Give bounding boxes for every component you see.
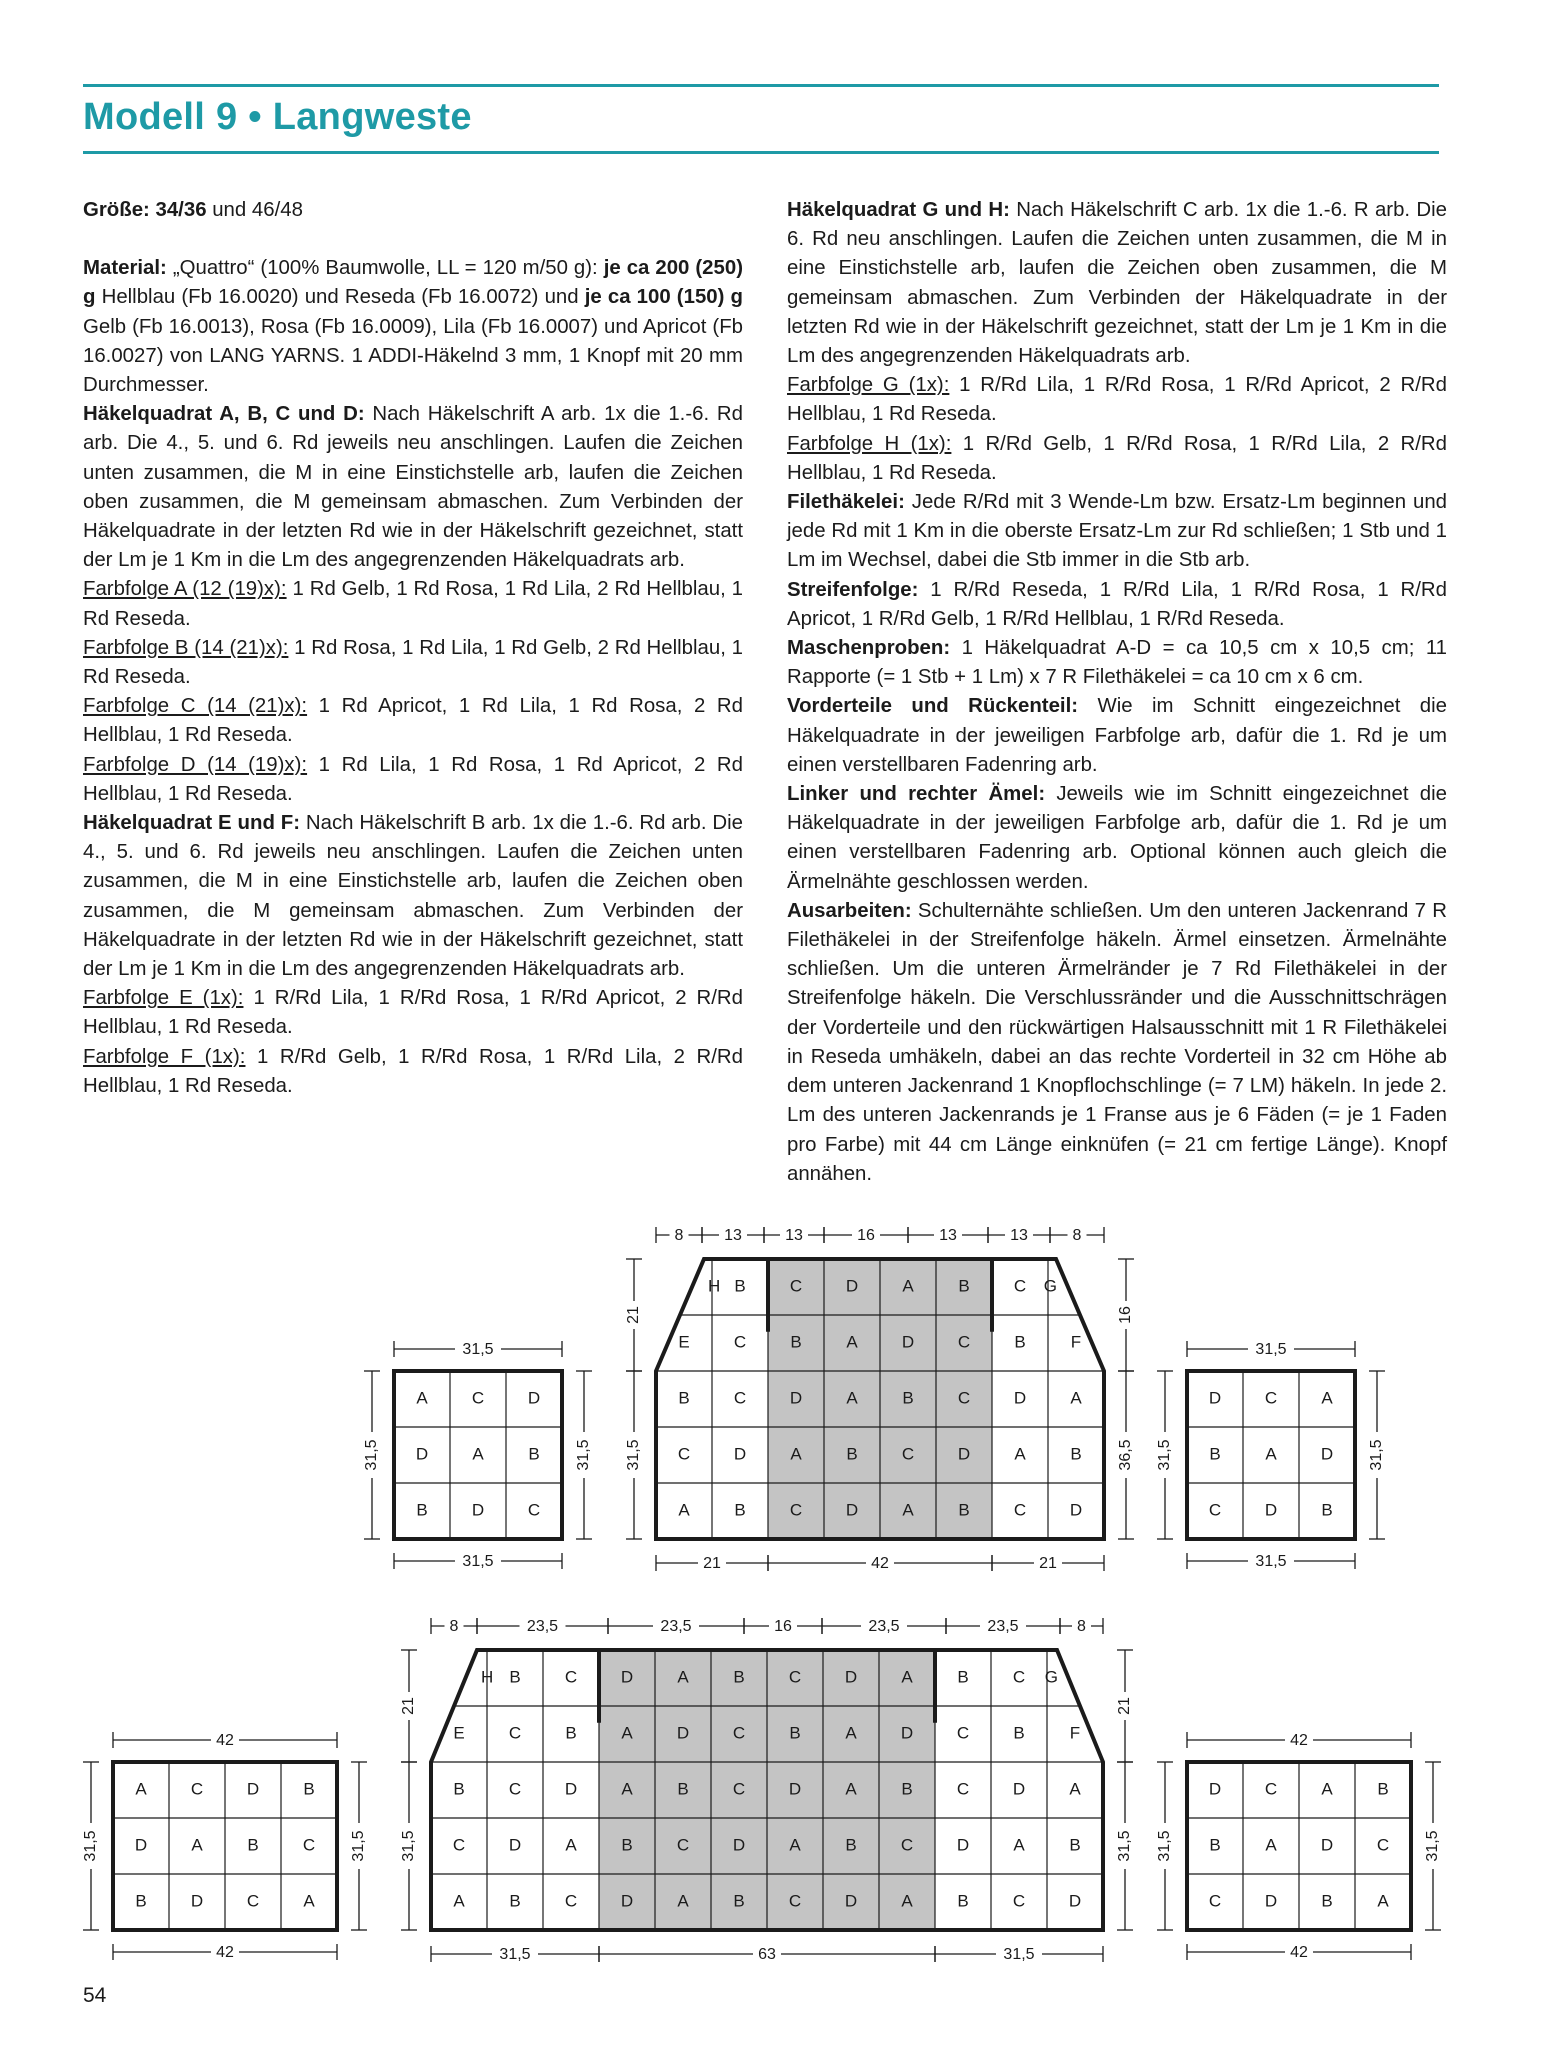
motif-letter: B xyxy=(957,1891,969,1911)
bold-label: Streifenfolge: xyxy=(787,578,919,601)
text-run: Jeweils wie im Schnitt eingezeichnet die Häkelquadrate in der jeweiligen Farbfolge arb, dafür die 1. Rd je um einen verstellbaren Fadenring arb. Optional können auch gleich die Ärmelnähte geschlossen werden. xyxy=(787,783,1447,893)
motif-letter: D xyxy=(415,1444,429,1464)
motif-letter: C xyxy=(676,1835,690,1855)
motif-letter: B xyxy=(1013,1723,1025,1743)
dimension-label: 31,5 xyxy=(1003,1946,1035,1964)
motif-letter: C xyxy=(1012,1891,1026,1911)
motif-letter: A xyxy=(901,1667,913,1687)
motif-letter: C xyxy=(1376,1835,1390,1855)
underlined-label: Farbfolge B (14 (21)x): xyxy=(83,636,289,659)
motif-letter: D xyxy=(1208,1779,1222,1799)
motif-letter: B xyxy=(734,1276,746,1296)
motif-letter: D xyxy=(527,1388,541,1408)
motif-letter: E xyxy=(453,1723,465,1743)
text-run: „Quattro“ (100% Baumwolle, LL = 120 m/50 g): xyxy=(166,257,604,280)
motif-letter: B xyxy=(790,1332,802,1352)
motif-letter: B xyxy=(733,1667,745,1687)
motif-letter: D xyxy=(1013,1388,1027,1408)
text-run: Wie im Schnitt eingezeichnet die Häkelquadrate in der jeweiligen Farbfolge arb, dafür die 1. Rd je um einen verstellbaren Fadenring arb. xyxy=(787,695,1447,776)
motif-letter: D xyxy=(956,1835,970,1855)
motif-letter: B xyxy=(509,1891,521,1911)
bold-label: Vorderteile und Rückenteil: xyxy=(787,695,1079,718)
dimension-label: 31,5 xyxy=(400,1830,418,1862)
motif-letter: D xyxy=(788,1779,802,1799)
dimension-label: 23,5 xyxy=(868,1618,900,1636)
text-run: 1 Rd Lila, 1 Rd Rosa, 1 Rd Apricot, 2 Rd Hellblau, 1 Rd Reseda. xyxy=(83,753,743,805)
motif-letter: D xyxy=(1320,1835,1334,1855)
motif-letter: B xyxy=(416,1500,428,1520)
dimension-label: 8 xyxy=(449,1618,459,1636)
dimension-label: 21 xyxy=(1116,1697,1134,1715)
dimension-label: 31,5 xyxy=(1255,1553,1287,1571)
motif-letter: C xyxy=(733,1388,747,1408)
dimension-label: 8 xyxy=(1077,1618,1086,1636)
motif-letter: D xyxy=(1264,1500,1278,1520)
motif-letter: A xyxy=(1265,1444,1277,1464)
bold-label: Material: xyxy=(83,257,167,280)
motif-letter: B xyxy=(247,1835,259,1855)
underlined-label: Farbfolge A (12 (19)x): xyxy=(83,578,287,601)
dimension-label: 42 xyxy=(216,1944,234,1962)
motif-letter: B xyxy=(1377,1779,1389,1799)
motif-letter: G xyxy=(1044,1667,1059,1687)
underlined-label: Farbfolge C (14 (21)x): xyxy=(83,695,308,718)
text-run: Gelb (Fb 16.0013), Rosa (Fb 16.0009), Lila (Fb 16.0007) und Apricot (Fb 16.0027) von LANG YARNS. 1 ADDI-Häkelnd 3 mm, 1 Knopf mit 20 mm Durchmesser. xyxy=(83,315,743,397)
bold-label: Filethäkelei: xyxy=(787,491,905,514)
text-run: Jede R/Rd mit 3 Wende-Lm bzw. Ersatz-Lm beginnen und jede Rd mit 1 Km in die oberste Ersatz-Lm zur Rd schließen; 1 Stb und 1 Lm im Wechsel, dabei die Stb immer in die Stb arb. xyxy=(787,491,1447,572)
dimension-label: 31,5 xyxy=(1156,1439,1174,1471)
dimension-label: 36,5 xyxy=(1117,1439,1135,1471)
underlined-label: Farbfolge F (1x): xyxy=(83,1045,246,1068)
motif-letter: C xyxy=(1012,1667,1026,1687)
motif-letter: B xyxy=(621,1835,633,1855)
dimension-label: 21 xyxy=(1039,1555,1057,1573)
motif-letter: A xyxy=(846,1332,858,1352)
dimension-label: 23,5 xyxy=(660,1618,692,1636)
motif-letter: D xyxy=(845,1276,859,1296)
text-run: Nach Häkelschrift A arb. 1x die 1.-6. Rd arb. Die 4., 5. und 6. Rd jeweils neu anschlingen. Laufen die Zeichen unten zusammen, die M in eine Einstichstelle arb, laufen die Zeichen oben zusammen, die M gemeinsam abmaschen. Zum Verbinden der Häkelquadrate in der letzten Rd wie in der Häkelschrift gezeichnet, statt der Lm je 1 Km in die Lm des angegrenzenden Häkelquadrats arb. xyxy=(83,403,743,572)
motif-letter: B xyxy=(565,1723,577,1743)
dimension-label: 63 xyxy=(758,1946,776,1964)
motif-letter: B xyxy=(135,1891,147,1911)
motif-letter: D xyxy=(1208,1388,1222,1408)
motif-letter: D xyxy=(620,1891,634,1911)
text-run: 1 R/Rd Gelb, 1 R/Rd Rosa, 1 R/Rd Lila, 2 R/Rd Hellblau, 1 Rd Reseda. xyxy=(83,1045,743,1097)
bold-label: Ausarbeiten: xyxy=(787,899,912,922)
text-run: Nach Häkelschrift B arb. 1x die 1.-6. Rd arb. Die 4., 5. und 6. Rd jeweils neu anschlingen. Laufen die Zeichen unten zusammen, die M in eine Einstichstelle arb, laufen die Zeichen oben zusammen, die M gemeinsam abmaschen. Zum Verbinden der Häkelquadrate in der letzten Rd wie in der Häkelschrift gezeichnet, statt der Lm je 1 Km in die Lm des angegrenzenden Häkelquadrats arb. xyxy=(83,812,743,981)
motif-letter: A xyxy=(1377,1891,1389,1911)
dimension-label: 8 xyxy=(1072,1227,1082,1245)
motif-letter: D xyxy=(564,1779,578,1799)
motif-letter: D xyxy=(246,1779,260,1799)
motif-letter: C xyxy=(508,1779,522,1799)
motif-letter: C xyxy=(956,1723,970,1743)
page-title: Modell 9 • Langweste xyxy=(83,96,472,138)
dimension-label: 31,5 xyxy=(462,1341,494,1359)
motif-letter: C xyxy=(1264,1388,1278,1408)
bold-label: je ca 100 (150) g xyxy=(584,286,743,309)
motif-letter: A xyxy=(1265,1835,1277,1855)
motif-letter: C xyxy=(733,1332,747,1352)
motif-letter: A xyxy=(1321,1388,1333,1408)
motif-letter: C xyxy=(527,1500,541,1520)
text-run: Schulternähte schließen. Um den unteren Jackenrand 7 R Filethäkelei in der Streifenfolge häkeln. Ärmel einsetzen. Ärmelnähte schließen. Um die unteren Ärmelränder je 7 Rd Filethäkelei in der Streifenfolge häkeln. Die Verschlussränder und die Ausschnittschrägen der Vorderteile und den rückwärtigen Halsausschnitt mit 1 R Filethäkelei in Reseda umhäkeln, dabei an das rechte Vorderteil in 32 cm Höhe ab dem unteren Jackenrand 1 Knopflochschlinge (= 7 LM) häkeln. In jede 2. Lm des unteren Jackenrands je 1 Franse aus je 6 Fäden (= je 1 Faden pro Farbe) mit 44 cm Länge einknüfen (= 21 cm fertige Länge). Knopf annähen. xyxy=(787,899,1447,1185)
dimension-label: 8 xyxy=(674,1227,684,1245)
motif-letter: B xyxy=(733,1891,745,1911)
motif-letter: A xyxy=(902,1500,914,1520)
motif-letter: B xyxy=(1014,1332,1026,1352)
dimension-label: 31,5 xyxy=(350,1830,368,1862)
dimension-label: 31,5 xyxy=(1368,1439,1386,1471)
dimension-label: 31,5 xyxy=(1116,1830,1134,1862)
motif-letter: A xyxy=(472,1444,484,1464)
dimension-label: 42 xyxy=(871,1555,889,1573)
dimension-label: 42 xyxy=(216,1732,234,1750)
underlined-label: Farbfolge E (1x): xyxy=(83,987,244,1010)
motif-letter: H xyxy=(480,1667,494,1687)
motif-letter: A xyxy=(135,1779,147,1799)
motif-letter: B xyxy=(958,1500,970,1520)
motif-letter: A xyxy=(1013,1835,1025,1855)
motif-letter: C xyxy=(564,1667,578,1687)
motif-letter: B xyxy=(958,1276,970,1296)
text-run: und 46/48 xyxy=(206,199,303,221)
motif-letter: A xyxy=(789,1835,801,1855)
bold-label: je ca 200 (250) g xyxy=(83,257,743,309)
motif-letter: B xyxy=(678,1388,690,1408)
dimension-label: 21 xyxy=(625,1306,643,1324)
dimension-label: 23,5 xyxy=(987,1618,1019,1636)
motif-letter: C xyxy=(452,1835,466,1855)
motif-letter: D xyxy=(732,1835,746,1855)
motif-letter: D xyxy=(733,1444,747,1464)
motif-letter: A xyxy=(1014,1444,1026,1464)
motif-letter: D xyxy=(900,1723,914,1743)
motif-letter: C xyxy=(246,1891,260,1911)
motif-letter: C xyxy=(789,1500,803,1520)
motif-letter: A xyxy=(677,1891,689,1911)
motif-letter: C xyxy=(1208,1500,1222,1520)
text-run: 1 Rd Gelb, 1 Rd Rosa, 1 Rd Lila, 2 Rd Hellblau, 1 Rd Reseda. xyxy=(83,578,743,630)
dimension-label: 42 xyxy=(1290,1944,1308,1962)
dimension-label: 13 xyxy=(1010,1227,1028,1245)
motif-letter: B xyxy=(957,1667,969,1687)
dimension-label: 31,5 xyxy=(1156,1830,1174,1862)
motif-letter: B xyxy=(846,1444,858,1464)
text-run: 1 R/Rd Lila, 1 R/Rd Rosa, 1 R/Rd Apricot, 2 R/Rd Hellblau, 1 Rd Reseda. xyxy=(787,374,1447,426)
motif-letter: D xyxy=(1069,1500,1083,1520)
underlined-label: Farbfolge D (14 (19)x): xyxy=(83,753,308,776)
motif-letter: B xyxy=(303,1779,315,1799)
motif-letter: C xyxy=(732,1779,746,1799)
motif-letter: D xyxy=(957,1444,971,1464)
motif-letter: B xyxy=(1070,1444,1082,1464)
motif-letter: B xyxy=(509,1667,521,1687)
bold-label: Häkelquadrat E und F: xyxy=(83,812,301,835)
motif-letter: D xyxy=(134,1835,148,1855)
text-run: Hellblau (Fb 16.0020) und Reseda (Fb 16.0072) und xyxy=(95,286,585,309)
motif-letter: A xyxy=(453,1891,465,1911)
motif-letter: A xyxy=(416,1388,428,1408)
motif-letter: A xyxy=(845,1779,857,1799)
motif-letter: D xyxy=(1068,1891,1082,1911)
motif-letter: C xyxy=(1013,1276,1027,1296)
dimension-label: 42 xyxy=(1290,1732,1308,1750)
motif-letter: B xyxy=(734,1500,746,1520)
dimension-label: 31,5 xyxy=(575,1439,593,1471)
underlined-label: Farbfolge H (1x): xyxy=(787,432,952,455)
motif-letter: D xyxy=(844,1891,858,1911)
motif-letter: A xyxy=(846,1388,858,1408)
motif-letter: A xyxy=(901,1891,913,1911)
motif-letter: B xyxy=(1321,1500,1333,1520)
motif-letter: A xyxy=(1321,1779,1333,1799)
underlined-label: Farbfolge G (1x): xyxy=(787,374,950,397)
motif-letter: D xyxy=(190,1891,204,1911)
motif-letter: B xyxy=(528,1444,540,1464)
motif-letter: A xyxy=(790,1444,802,1464)
dimension-label: 31,5 xyxy=(625,1439,643,1471)
motif-letter: A xyxy=(303,1891,315,1911)
text-run: 1 Rd Apricot, 1 Rd Lila, 1 Rd Rosa, 2 Rd Hellblau, 1 Rd Reseda. xyxy=(83,695,743,747)
motif-letter: C xyxy=(302,1835,316,1855)
motif-letter: D xyxy=(676,1723,690,1743)
text-run: 1 R/Rd Reseda, 1 R/Rd Lila, 1 R/Rd Rosa, 1 R/Rd Apricot, 1 R/Rd Gelb, 1 R/Rd Hellblau, 1 R/Rd Reseda. xyxy=(787,578,1447,630)
bold-label: Häkelquadrat A, B, C und D: xyxy=(83,403,365,426)
dimension-label: 13 xyxy=(724,1227,742,1245)
motif-letter: C xyxy=(732,1723,746,1743)
dimension-label: 13 xyxy=(785,1227,803,1245)
motif-letter: B xyxy=(1321,1891,1333,1911)
bold-label: Maschenproben: xyxy=(787,637,951,660)
motif-letter: C xyxy=(788,1891,802,1911)
motif-letter: B xyxy=(1209,1835,1221,1855)
motif-letter: D xyxy=(1320,1444,1334,1464)
bold-label: Häkelquadrat G und H: xyxy=(787,199,1010,221)
motif-letter: C xyxy=(788,1667,802,1687)
motif-letter: B xyxy=(902,1388,914,1408)
motif-letter: A xyxy=(191,1835,203,1855)
dimension-label: 31,5 xyxy=(363,1439,381,1471)
text-run: 1 R/Rd Gelb, 1 R/Rd Rosa, 1 R/Rd Lila, 2 R/Rd Hellblau, 1 Rd Reseda. xyxy=(787,432,1447,484)
motif-letter: B xyxy=(789,1723,801,1743)
motif-letter: A xyxy=(1070,1388,1082,1408)
bold-label: Größe: 34/36 xyxy=(83,199,207,221)
text-run: 1 Rd Rosa, 1 Rd Lila, 1 Rd Gelb, 2 Rd Hellblau, 1 Rd Reseda. xyxy=(83,636,743,689)
motif-letter: C xyxy=(1013,1500,1027,1520)
motif-letter: D xyxy=(1264,1891,1278,1911)
dimension-label: 13 xyxy=(939,1227,957,1245)
motif-letter: D xyxy=(471,1500,485,1520)
motif-letter: D xyxy=(844,1667,858,1687)
dimension-label: 31,5 xyxy=(82,1830,100,1862)
motif-letter: D xyxy=(620,1667,634,1687)
motif-letter: C xyxy=(901,1444,915,1464)
motif-letter: C xyxy=(190,1779,204,1799)
motif-letter: A xyxy=(902,1276,914,1296)
motif-letter: D xyxy=(845,1500,859,1520)
dimension-label: 31,5 xyxy=(1255,1341,1287,1359)
motif-letter: C xyxy=(508,1723,522,1743)
motif-letter: G xyxy=(1043,1276,1058,1296)
motif-letter: C xyxy=(956,1779,970,1799)
text-run: 1 R/Rd Lila, 1 R/Rd Rosa, 1 R/Rd Apricot, 2 R/Rd Hellblau, 1 Rd Reseda. xyxy=(83,987,743,1039)
motif-letter: F xyxy=(1069,1723,1081,1743)
motif-letter: C xyxy=(789,1276,803,1296)
motif-letter: B xyxy=(845,1835,857,1855)
motif-letter: C xyxy=(471,1388,485,1408)
motif-letter: D xyxy=(789,1388,803,1408)
dimension-label: 16 xyxy=(857,1227,875,1245)
motif-letter: H xyxy=(707,1276,721,1296)
dimension-label: 16 xyxy=(1117,1306,1135,1324)
dimension-label: 16 xyxy=(774,1618,792,1636)
motif-letter: C xyxy=(900,1835,914,1855)
motif-letter: C xyxy=(564,1891,578,1911)
dimension-label: 31,5 xyxy=(462,1553,494,1571)
motif-letter: B xyxy=(901,1779,913,1799)
motif-letter: A xyxy=(678,1500,690,1520)
motif-letter: A xyxy=(621,1779,633,1799)
text-run: Nach Häkelschrift C arb. 1x die 1.-6. R arb. Die 6. Rd neu anschlingen. Laufen die Zeichen unten zusammen, die M in eine Einstichstelle arb, laufen die Zeichen oben zusammen, die M gemeinsam abmaschen. Zum Verbinden der Häkelquadrate in der letzten Rd wie in der Häkelschrift gezeichnet, statt der Lm je 1 Km in die Lm des angegrenzenden Häkelquadrats arb. xyxy=(787,199,1447,368)
motif-letter: B xyxy=(677,1779,689,1799)
bold-label: Linker und rechter Ämel: xyxy=(787,783,1046,806)
motif-letter: C xyxy=(957,1332,971,1352)
motif-letter: A xyxy=(1069,1779,1081,1799)
motif-letter: B xyxy=(1069,1835,1081,1855)
dimension-label: 31,5 xyxy=(1424,1830,1442,1862)
motif-letter: C xyxy=(957,1388,971,1408)
dimension-label: 23,5 xyxy=(526,1618,559,1636)
dimension-label: 31,5 xyxy=(499,1946,531,1964)
dimension-label: 21 xyxy=(703,1555,721,1573)
motif-letter: B xyxy=(1209,1444,1221,1464)
motif-letter: D xyxy=(1012,1779,1026,1799)
motif-letter: C xyxy=(677,1444,691,1464)
motif-letter: C xyxy=(1264,1779,1278,1799)
motif-letter: D xyxy=(901,1332,915,1352)
motif-letter: C xyxy=(1208,1891,1222,1911)
motif-letter: F xyxy=(1070,1332,1082,1352)
motif-letter: A xyxy=(621,1723,633,1743)
motif-letter: A xyxy=(677,1667,689,1687)
motif-letter: D xyxy=(508,1835,522,1855)
page-number: 54 xyxy=(83,1984,107,2007)
dimension-label: 21 xyxy=(400,1697,418,1715)
motif-letter: A xyxy=(565,1835,577,1855)
motif-letter: B xyxy=(453,1779,465,1799)
motif-letter: E xyxy=(678,1332,690,1352)
motif-letter: A xyxy=(845,1723,857,1743)
text-run: 1 Häkelquadrat A-D = ca 10,5 cm x 10,5 cm; 11 Rapporte (= 1 Stb + 1 Lm) x 7 R Filethäkelei = ca 10 cm x 6 cm. xyxy=(787,637,1447,689)
